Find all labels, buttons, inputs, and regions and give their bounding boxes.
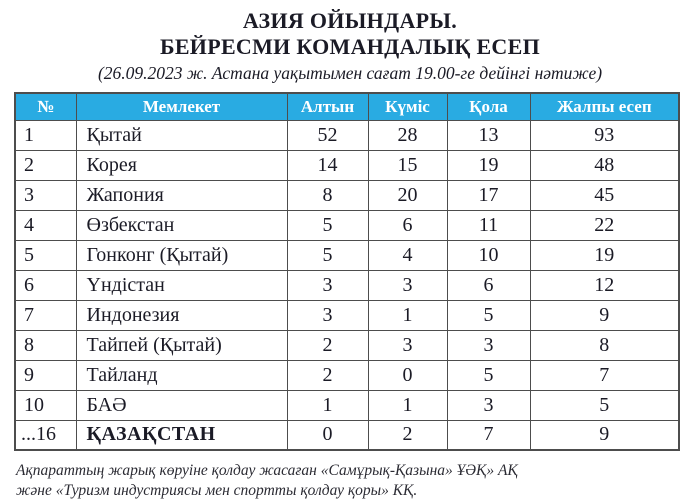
country-cell: Корея bbox=[76, 150, 287, 180]
table-row bbox=[15, 120, 679, 150]
country-cell: Жапония bbox=[76, 180, 287, 210]
col-header-country: Мемлекет bbox=[76, 93, 287, 120]
country-cell: Үндістан bbox=[76, 270, 287, 300]
col-header-bronze: Қола bbox=[447, 93, 530, 120]
bronze-cell: 5 bbox=[447, 300, 530, 330]
rank-cell: 1 bbox=[15, 120, 76, 150]
silver-cell: 2 bbox=[368, 420, 447, 450]
medal-standings-table bbox=[14, 92, 680, 451]
rank-cell: 7 bbox=[15, 300, 76, 330]
footer-note bbox=[16, 461, 700, 500]
table-row bbox=[15, 270, 679, 300]
bronze-cell: 17 bbox=[447, 180, 530, 210]
gold-cell: 2 bbox=[287, 330, 368, 360]
rank-cell: 3 bbox=[15, 180, 76, 210]
page-title bbox=[0, 0, 700, 60]
country-cell: Гонконг (Қытай) bbox=[76, 240, 287, 270]
rank-cell: 4 bbox=[15, 210, 76, 240]
bronze-cell: 6 bbox=[447, 270, 530, 300]
title-line-2: БЕЙРЕСМИ КОМАНДАЛЫҚ ЕСЕП bbox=[159, 34, 540, 59]
total-cell: 45 bbox=[530, 180, 679, 210]
bronze-cell: 7 bbox=[447, 420, 530, 450]
table-row bbox=[15, 300, 679, 330]
total-cell: 5 bbox=[530, 390, 679, 420]
gold-cell: 52 bbox=[287, 120, 368, 150]
table-row bbox=[15, 210, 679, 240]
silver-cell: 1 bbox=[368, 390, 447, 420]
rank-cell: 10 bbox=[15, 390, 76, 420]
gold-cell: 8 bbox=[287, 180, 368, 210]
gold-cell: 5 bbox=[287, 240, 368, 270]
subtitle: (26.09.2023 ж. Астана уақытымен сағат 19.00-ге дейінгі нәтиже) bbox=[97, 63, 603, 83]
silver-cell: 0 bbox=[368, 360, 447, 390]
bronze-cell: 5 bbox=[447, 360, 530, 390]
table-row bbox=[15, 150, 679, 180]
col-header-gold: Алтын bbox=[287, 93, 368, 120]
silver-cell: 1 bbox=[368, 300, 447, 330]
country-cell: Қытай bbox=[76, 120, 287, 150]
rank-cell: 8 bbox=[15, 330, 76, 360]
gold-cell: 5 bbox=[287, 210, 368, 240]
col-header-rank: № bbox=[15, 93, 76, 120]
gold-cell: 3 bbox=[287, 300, 368, 330]
bronze-cell: 3 bbox=[447, 390, 530, 420]
gold-cell: 3 bbox=[287, 270, 368, 300]
silver-cell: 20 bbox=[368, 180, 447, 210]
total-cell: 7 bbox=[530, 360, 679, 390]
table-header bbox=[15, 93, 679, 120]
total-cell: 8 bbox=[530, 330, 679, 360]
table-row bbox=[15, 360, 679, 390]
table-row bbox=[15, 390, 679, 420]
country-cell: Тайпей (Қытай) bbox=[76, 330, 287, 360]
gold-cell: 14 bbox=[287, 150, 368, 180]
header-row bbox=[15, 93, 679, 120]
total-cell: 48 bbox=[530, 150, 679, 180]
gold-cell: 0 bbox=[287, 420, 368, 450]
rank-cell: ...16 bbox=[15, 420, 76, 450]
total-cell: 93 bbox=[530, 120, 679, 150]
bronze-cell: 11 bbox=[447, 210, 530, 240]
footer-line-2: және «Туризм индустриясы мен спортты қолдау қоры» КҚ. bbox=[16, 482, 418, 499]
country-cell: Индонезия bbox=[76, 300, 287, 330]
country-cell: Тайланд bbox=[76, 360, 287, 390]
total-cell: 19 bbox=[530, 240, 679, 270]
bronze-cell: 19 bbox=[447, 150, 530, 180]
total-cell: 9 bbox=[530, 420, 679, 450]
gold-cell: 1 bbox=[287, 390, 368, 420]
table-row bbox=[15, 330, 679, 360]
country-cell: ҚАЗАҚСТАН bbox=[76, 420, 287, 450]
gold-cell: 2 bbox=[287, 360, 368, 390]
silver-cell: 15 bbox=[368, 150, 447, 180]
table-row bbox=[15, 420, 679, 450]
bronze-cell: 13 bbox=[447, 120, 530, 150]
silver-cell: 6 bbox=[368, 210, 447, 240]
total-cell: 9 bbox=[530, 300, 679, 330]
total-cell: 12 bbox=[530, 270, 679, 300]
footer-line-1: Ақпараттың жарық көруіне қолдау жасаған «Самұрық-Қазына» ҰӘҚ» АҚ bbox=[16, 462, 518, 479]
rank-cell: 2 bbox=[15, 150, 76, 180]
silver-cell: 3 bbox=[368, 330, 447, 360]
silver-cell: 3 bbox=[368, 270, 447, 300]
country-cell: БАӘ bbox=[76, 390, 287, 420]
silver-cell: 4 bbox=[368, 240, 447, 270]
rank-cell: 9 bbox=[15, 360, 76, 390]
country-cell: Өзбекстан bbox=[76, 210, 287, 240]
rank-cell: 6 bbox=[15, 270, 76, 300]
standings-body bbox=[15, 120, 679, 450]
silver-cell: 28 bbox=[368, 120, 447, 150]
rank-cell: 5 bbox=[15, 240, 76, 270]
title-line-1: АЗИЯ ОЙЫНДАРЫ. bbox=[242, 8, 458, 33]
table-row bbox=[15, 240, 679, 270]
col-header-total: Жалпы есеп bbox=[530, 93, 679, 120]
col-header-silver: Күміс bbox=[368, 93, 447, 120]
table-row bbox=[15, 180, 679, 210]
bronze-cell: 10 bbox=[447, 240, 530, 270]
bronze-cell: 3 bbox=[447, 330, 530, 360]
total-cell: 22 bbox=[530, 210, 679, 240]
